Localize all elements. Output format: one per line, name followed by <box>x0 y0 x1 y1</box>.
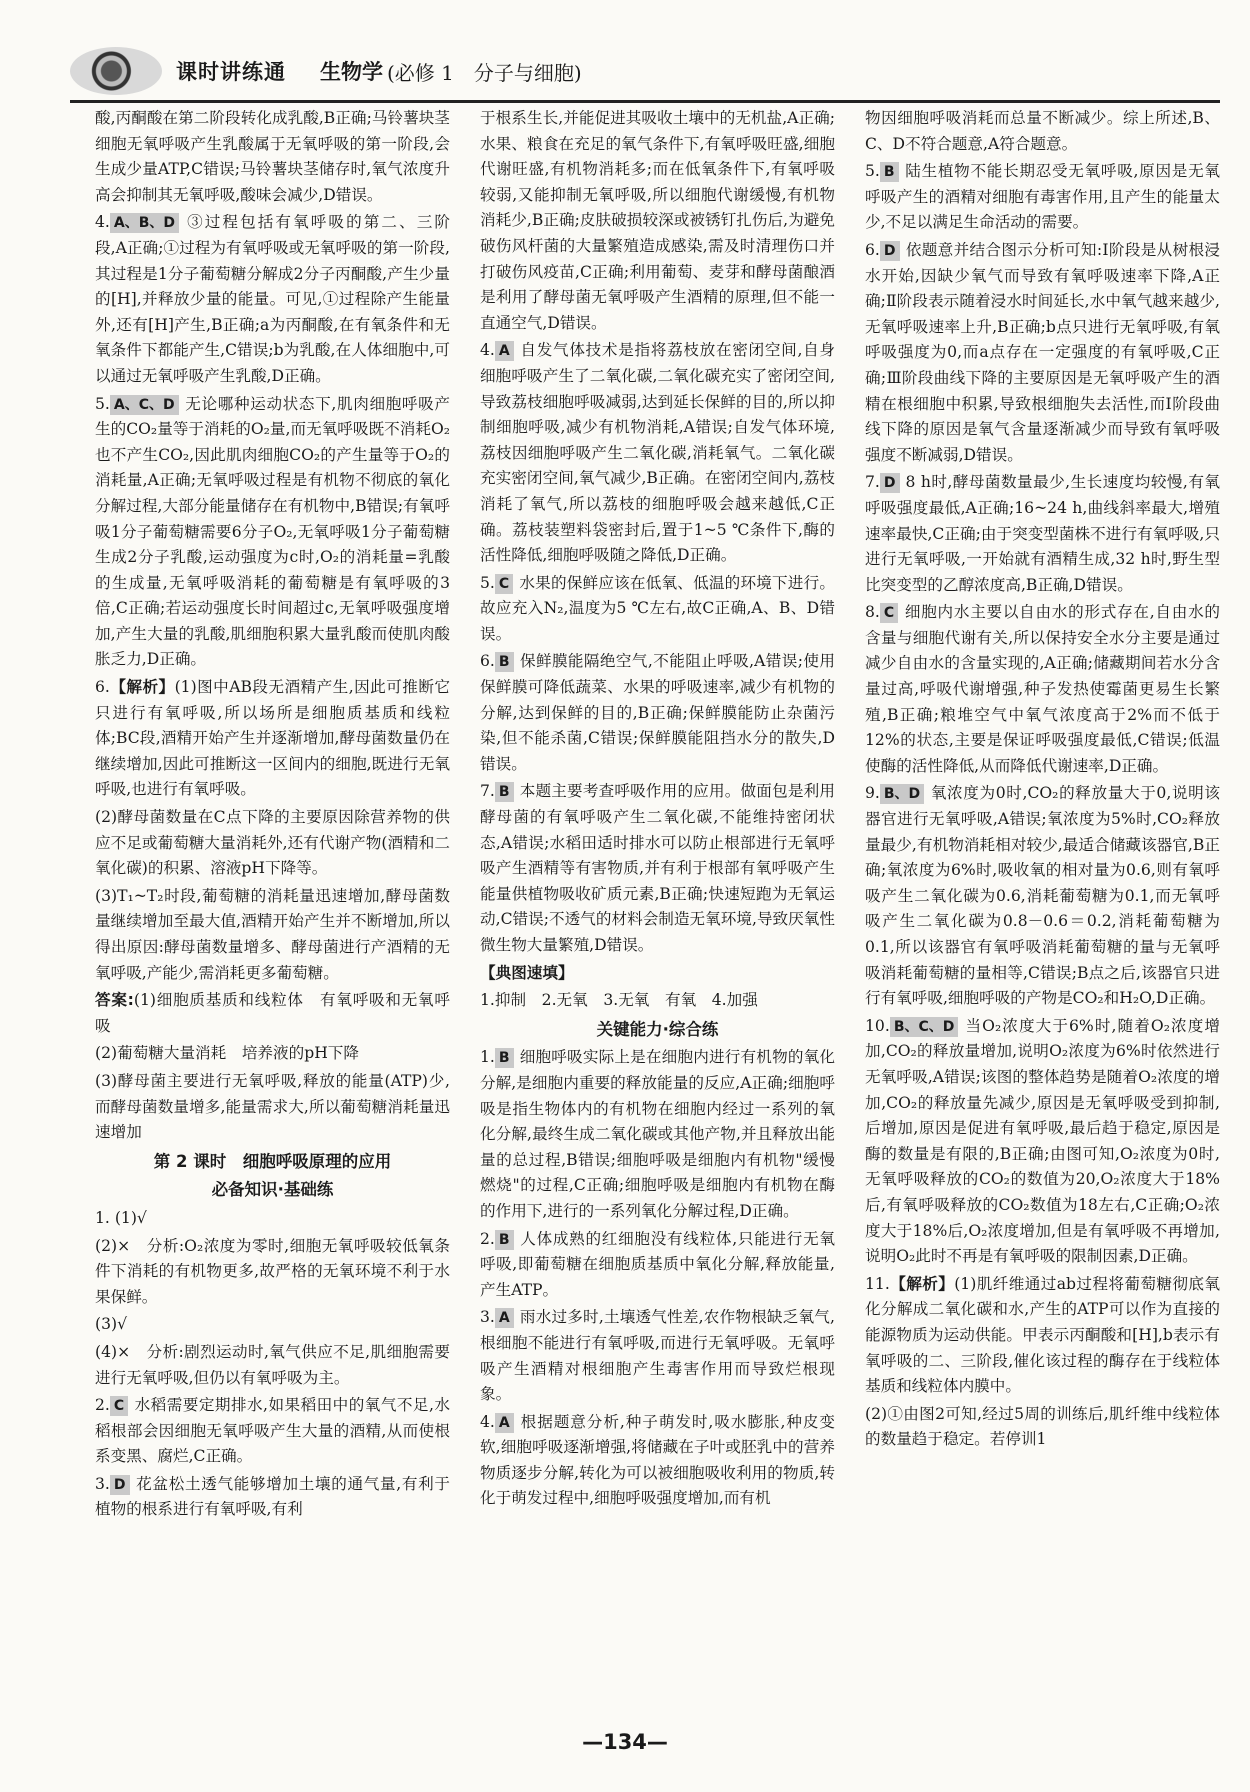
answer-tag: B <box>495 1230 514 1250</box>
answer-item-11 <box>865 1272 1220 1400</box>
explanation: 陆生植物不能长期忍受无氧呼吸,原因是无氧呼吸产生的酒精对细胞有毒害作用,且产生的能量太少,不足以满足生命活动的需要。 <box>865 162 1220 232</box>
publisher-logo-icon <box>70 47 162 95</box>
paragraph: (2)葡萄糖大量消耗 培养液的pH下降 <box>95 1044 359 1063</box>
answer-tag: A、C、D <box>110 395 179 415</box>
item-number: 6. <box>95 678 110 697</box>
answer-text: (1)细胞质基质和线粒体 有氧呼吸和无氧呼吸 <box>95 991 450 1035</box>
answer-block <box>95 988 450 1039</box>
item-number: 10. <box>865 1016 890 1035</box>
item-number: 4. <box>95 213 110 232</box>
item-number: 1. <box>480 1048 495 1067</box>
header-divider <box>70 100 1220 103</box>
column-3 <box>865 106 1220 1706</box>
text-columns <box>95 106 1220 1706</box>
answer-tag: D <box>880 241 900 261</box>
explanation: 水稻需要定期排水,如果稻田中的氧气不足,水稻根部会因细胞无氧呼吸产生大量的酒精,从而使根系变黑、腐烂,C正确。 <box>95 1396 450 1466</box>
answer-item-4 <box>95 210 450 389</box>
answer-tag: B <box>495 1048 514 1068</box>
answer-item-4 <box>480 338 835 568</box>
analysis-label: 【解析】 <box>109 678 175 697</box>
analysis-label: 【解析】 <box>889 1274 955 1293</box>
judge-item: (3)√ <box>95 1315 128 1334</box>
paragraph: (2)酵母菌数量在C点下降的主要原因除营养物的供应不足或葡萄糖大量消耗外,还有代谢产物(酒精和二氧化碳)的积累、溶液pH下降等。 <box>95 808 450 878</box>
paragraph: 于根系生长,并能促进其吸收土壤中的无机盐,A正确;水果、粮食在充足的氧气条件下,有氧呼吸旺盛,细胞代谢旺盛,有机物消耗多;而在低氧条件下,有氧呼吸较弱,又能抑制无氧呼吸,所以细胞代谢缓慢,有机物消耗少,B正确;皮肤破损较深或被锈钉扎伤后,为避免破伤风杆菌的大量繁殖造成感染,需及时清理伤口并打破伤风疫苗,C正确;利用葡萄、麦芽和酵母菌酿酒是利用了酵母菌无氧呼吸产生酒精的原理,但不能一直通空气,D错误。 <box>480 109 835 332</box>
answer-item-6 <box>480 649 835 777</box>
paragraph: 酸,丙酮酸在第二阶段转化成乳酸,B正确;马铃薯块茎细胞无氧呼吸产生乳酸属于无氧呼吸的第一阶段,会生成少量ATP,C错误;马铃薯块茎储存时,氧气浓度升高会抑制其无氧呼吸,酸味会减少,D错误。 <box>95 109 450 204</box>
page-number: —134— <box>582 1730 668 1754</box>
item-number: 5. <box>480 573 495 592</box>
page-header <box>70 42 1220 100</box>
answer-item-6 <box>95 675 450 803</box>
paragraph: (2)①由图2可知,经过5周的训练后,肌纤维中线粒体的数量趋于稳定。若停训1 <box>865 1404 1220 1449</box>
answer-tag: C <box>880 603 898 623</box>
subject-title: 生物学 <box>320 60 383 84</box>
item-number: 11. <box>865 1274 890 1293</box>
explanation: 水果的保鲜应该在低氧、低温的环境下进行。故应充入N₂,温度为5 ℃左右,故C正确,A、B、D错误。 <box>480 573 835 643</box>
explanation: 自发气体技术是指将荔枝放在密闭空间,自身细胞呼吸产生了二氧化碳,二氧化碳充实了密闭空间,导致荔枝细胞呼吸减弱,达到延长保鲜的目的,所以抑制细胞呼吸,减少有机物消耗,A错误;自发气体环境,荔枝因细胞呼吸产生二氧化碳,消耗氧气。二氧化碳充实密闭空间,氧气减少,B正确。在密闭空间内,荔枝消耗了氧气,所以荔枝的细胞呼吸会越来越低,C正确。荔枝装塑料袋密封后,置于1~5 ℃条件下,酶的活性降低,细胞呼吸随之降低,D正确。 <box>480 341 835 565</box>
explanation: 保鲜膜能隔绝空气,不能阻止呼吸,A错误;使用保鲜膜可降低蔬菜、水果的呼吸速率,减少有机物的分解,达到保鲜的目的,B正确;保鲜膜能防止杂菌污染,但不能杀菌,C错误;保鲜膜能阻挡水分的散失,D错误。 <box>480 652 835 773</box>
series-title: 课时讲练通 <box>176 60 286 84</box>
explanation: 根据题意分析,种子萌发时,吸水膨胀,种皮变软,细胞呼吸逐渐增强,将储藏在子叶或胚乳中的营养物质逐步分解,转化为可以被细胞吸收利用的物质,转化于萌发过程中,细胞呼吸强度增加,而有机 <box>480 1412 835 1508</box>
answer-item-3 <box>95 1472 450 1523</box>
answer-item-5 <box>480 571 835 648</box>
answer-tag: A <box>495 1308 514 1328</box>
item-number: 4. <box>480 1412 495 1431</box>
judge-item: (2)× 分析:O₂浓度为零时,细胞无氧呼吸较低氧条件下消耗的有机物更多,故严格的无氧环境不利于水果保鲜。 <box>95 1236 450 1306</box>
judge-item: (4)× 分析:剧烈运动时,氧气供应不足,肌细胞需要进行无氧呼吸,但仍以有氧呼吸为主。 <box>95 1342 450 1387</box>
lesson-heading: 第 2 课时 细胞呼吸原理的应用 <box>153 1151 392 1171</box>
subject-subtitle: (必修 1 分子与细胞) <box>387 60 582 85</box>
answer-tag: B <box>880 162 899 182</box>
answer-label: 答案: <box>95 991 134 1010</box>
explanation: 花盆松土透气能够增加土壤的通气量,有利于植物的根系进行有氧呼吸,有利 <box>95 1474 450 1519</box>
section-heading: 必备知识·基础练 <box>211 1180 334 1200</box>
answer-item-3 <box>480 1305 835 1407</box>
explanation: 无论哪种运动状态下,肌肉细胞呼吸产生的CO₂量等于消耗的O₂量,而无氧呼吸既不消耗O₂也不产生CO₂,因此肌肉细胞CO₂的产生量等于O₂的消耗量,A正确;无氧呼吸过程是有机物不彻底的氧化分解过程,大部分能量储存在有机物中,B错误;有氧呼吸1分子葡萄糖需要6分子O₂,无氧呼吸1分子葡萄糖生成2分子乳酸,运动强度为c时,O₂的消耗量=乳酸的生成量,无氧呼吸消耗的葡萄糖是有氧呼吸的3倍,C正确;若运动强度长时间超过c,无氧呼吸强度增加,产生大量的乳酸,肌细胞积累大量乳酸而使肌肉酸胀乏力,D正确。 <box>95 394 450 669</box>
item-number: 2. <box>480 1229 495 1248</box>
explanation: 细胞内水主要以自由水的形式存在,自由水的含量与细胞代谢有关,所以保持安全水分主要是通过减少自由水的含量实现的,A正确;储藏期间若水分含量过高,呼吸代谢增强,种子发热使霉菌更易生长繁殖,B正确;粮堆空气中氧气浓度高于2%而不低于12%的状态,主要是保证呼吸强度最低,C错误;低温使酶的活性降低,从而降低代谢速率,D正确。 <box>865 603 1220 775</box>
answer-item-9 <box>865 781 1220 1011</box>
answer-item-6 <box>865 238 1220 468</box>
explanation: 氧浓度为0时,CO₂的释放量大于0,说明该器官进行无氧呼吸,A错误;氧浓度为5%时,CO₂释放量最少,有机物消耗相对较少,最适合储藏该器官,B正确;氧浓度为6%时,吸收氧的相对量为0.6,则有氧呼吸产生二氧化碳为0.6,消耗葡萄糖为0.1,而无氧呼吸产生二氧化碳为0.8－0.6＝0.2,消耗葡萄糖为0.1,所以该器官有氧呼吸消耗葡萄糖的量与无氧呼吸消耗葡萄糖的量相等,C错误;B点之后,该器官只进行有氧呼吸,细胞呼吸的产物是CO₂和H₂O,D正确。 <box>865 784 1220 1008</box>
answer-item-5 <box>95 392 450 674</box>
diagram-label: 【典图速填】 <box>480 963 574 982</box>
answer-tag: C <box>495 574 513 594</box>
answer-tag: B、C、D <box>890 1017 959 1037</box>
answer-item-2 <box>95 1393 450 1470</box>
answer-tag: B、D <box>880 784 924 804</box>
item-number: 6. <box>865 240 880 259</box>
section-heading: 关键能力·综合练 <box>596 1019 719 1039</box>
answer-tag: D <box>880 473 900 493</box>
answer-item-2 <box>480 1227 835 1304</box>
paragraph: (3)T₁~T₂时段,葡萄糖的消耗量迅速增加,酵母菌数量继续增加至最大值,酒精开始产生并不断增加,所以得出原因:酵母菌数量增多、酵母菌进行产酒精的无氧呼吸,产能少,需消耗更多葡萄糖。 <box>95 886 450 982</box>
explanation: 雨水过多时,土壤透气性差,农作物根缺乏氧气,根细胞不能进行有氧呼吸,而进行无氧呼吸。无氧呼吸产生酒精对根细胞产生毒害作用而导致烂根现象。 <box>480 1308 835 1404</box>
explanation: (1)图中AB段无酒精产生,因此可推断它只进行有氧呼吸,所以场所是细胞质基质和线粒体;BC段,酒精开始产生并逐渐增加,酵母菌数量仍在继续增加,因此可推断这一区间内的细胞,既进行无氧呼吸,也进行有氧呼吸。 <box>95 678 450 799</box>
diagram-fill-answers: 1.抑制 2.无氧 3.无氧 有氧 4.加强 <box>480 991 758 1010</box>
paragraph: (3)酵母菌主要进行无氧呼吸,释放的能量(ATP)少,而酵母菌数量增多,能量需求大,所以葡萄糖消耗量迅速增加 <box>95 1071 450 1142</box>
item-number: 3. <box>480 1308 495 1327</box>
item-number: 8. <box>865 603 880 622</box>
answer-tag: A <box>495 1413 514 1433</box>
item-number: 7. <box>480 782 495 801</box>
item-number: 4. <box>480 341 495 360</box>
answer-item-10 <box>865 1014 1220 1270</box>
explanation: 当O₂浓度大于6%时,随着O₂浓度增加,CO₂的释放量增加,说明O₂浓度为6%时依然进行无氧呼吸,A错误;该图的整体趋势是随着O₂浓度的增加,CO₂的释放量先减少,原因是无氧呼吸受到抑制,后增加,原因是促进有氧呼吸,最后趋于稳定,原因是酶的数量是有限的,B正确;由图可知,O₂浓度为0时,无氧呼吸释放的CO₂的数值为20,O₂浓度大于18%后,有氧呼吸释放的CO₂数值为18左右,C正确;O₂浓度大于18%后,O₂浓度增加,但是有氧呼吸不再增加,说明O₂此时不再是有氧呼吸的限制因素,D正确。 <box>865 1016 1220 1266</box>
explanation: (1)肌纤维通过ab过程将葡萄糖彻底氧化分解成二氧化碳和水,产生的ATP可以作为直接的能源物质为运动供能。甲表示丙酮酸和[H],b表示有氧呼吸的二、三阶段,催化该过程的酶存在于线粒体基质和线粒体内膜中。 <box>865 1274 1220 1396</box>
answer-item-7 <box>480 779 835 958</box>
explanation: 8 h时,酵母菌数量最少,生长速度均较慢,有氧呼吸强度最低,A正确;16~24 h,曲线斜率最大,增殖速率最快,C正确;由于突变型菌株不进行有氧呼吸,只进行无氧呼吸,一开始就有酒精生成,32 h时,野生型比突变型的乙醇浓度高,B正确,D错误。 <box>865 473 1220 594</box>
explanation: ③过程包括有氧呼吸的第二、三阶段,A正确;①过程为有氧呼吸或无氧呼吸的第一阶段,其过程是1分子葡萄糖分解成2分子丙酮酸,产生少量的[H],并释放少量的能量。可见,①过程除产生能量外,还有[H]产生,B正确;a为丙酮酸,在有氧条件和无氧条件下都能产生,C错误;b为乳酸,在人体细胞中,可以通过无氧呼吸产生乳酸,D正确。 <box>95 213 450 385</box>
item-number: 9. <box>865 784 880 803</box>
explanation: 依题意并结合图示分析可知:Ⅰ阶段是从树根浸水开始,因缺少氧气而导致有氧呼吸速率下降,A正确;Ⅱ阶段表示随着浸水时间延长,水中氧气越来越少,无氧呼吸速率上升,B正确;b点只进行无氧呼吸,有氧呼吸强度为0,而a点存在一定强度的有氧呼吸,C正确;Ⅲ阶段曲线下降的主要原因是无氧呼吸产生的酒精在根细胞中积累,导致根细胞失去活性,而Ⅰ阶段曲线下降的原因是氧气含量逐渐减少而导致有氧呼吸强度不断减弱,D错误。 <box>865 240 1220 464</box>
answer-item-4b <box>480 1410 835 1512</box>
answer-tag: A、B、D <box>110 213 179 233</box>
answer-item-5 <box>865 159 1220 236</box>
answer-tag: B <box>495 782 514 802</box>
explanation: 人体成熟的红细胞没有线粒体,只能进行无氧呼吸,即葡萄糖在细胞质基质中氧化分解,释放能量,产生ATP。 <box>480 1229 835 1299</box>
answer-item-1 <box>480 1045 835 1224</box>
column-1 <box>95 106 450 1706</box>
answer-item-7 <box>865 470 1220 598</box>
paragraph: 物因细胞呼吸消耗而总量不断减少。综上所述,B、C、D不符合题意,A符合题意。 <box>865 109 1220 153</box>
item-number: 5. <box>95 394 110 413</box>
item-number: 2. <box>95 1396 110 1415</box>
column-2 <box>480 106 835 1706</box>
explanation: 细胞呼吸实际上是在细胞内进行有机物的氧化分解,是细胞内重要的释放能量的反应,A正确;细胞呼吸是指生物体内的有机物在细胞内经过一系列的氧化分解,最终生成二氧化碳或其他产物,并且释放出能量的总过程,B错误;细胞呼吸是细胞内有机物"缓慢燃烧"的过程,C正确;细胞呼吸是细胞内有机物在酶的作用下,进行的一系列氧化分解过程,D正确。 <box>480 1048 835 1220</box>
item-number: 5. <box>865 162 880 181</box>
answer-tag: C <box>110 1396 128 1416</box>
explanation: 本题主要考查呼吸作用的应用。做面包是利用酵母菌的有氧呼吸产生二氧化碳,不能维持密闭状态,A错误;水稻田适时排水可以防止根部进行无氧呼吸产生酒精等有害物质,并有利于根部有氧呼吸产生能量供植物吸收矿质元素,B正确;快速短跑为无氧运动,C错误;不透气的材料会制造无氧环境,导致厌氧性微生物大量繁殖,D错误。 <box>480 782 835 954</box>
item-number: 6. <box>480 652 495 671</box>
answer-item-8 <box>865 600 1220 779</box>
judge-item: 1. (1)√ <box>95 1208 147 1227</box>
item-number: 7. <box>865 473 880 492</box>
answer-tag: A <box>495 341 514 361</box>
answer-tag: D <box>110 1475 130 1495</box>
item-number: 3. <box>95 1474 110 1493</box>
answer-tag: B <box>495 652 514 672</box>
